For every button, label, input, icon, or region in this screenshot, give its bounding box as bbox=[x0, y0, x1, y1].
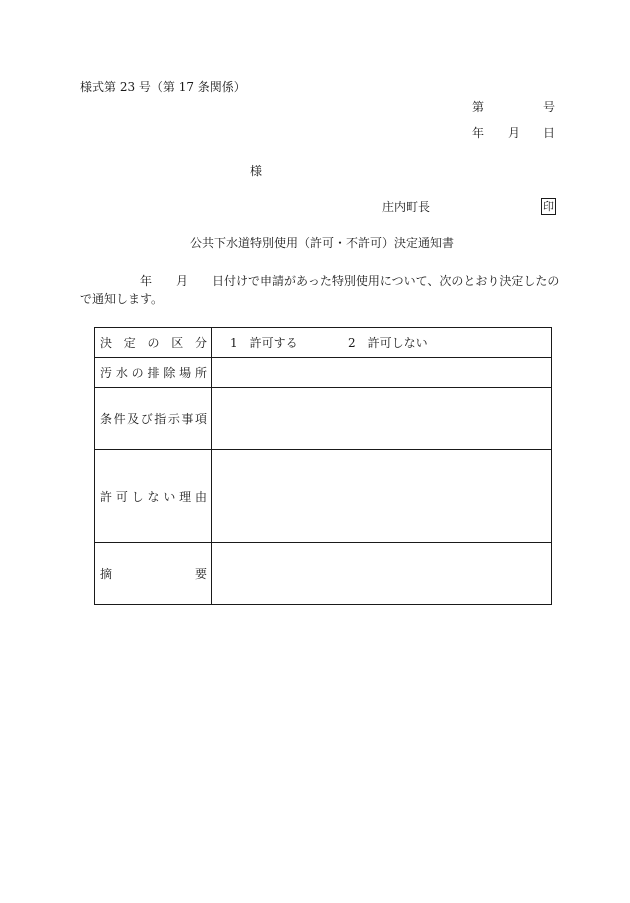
seal-mark: 印 bbox=[543, 200, 554, 213]
document-title: 公共下水道特別使用（許可・不許可）決定通知書 bbox=[190, 236, 455, 250]
body-month-label: 月 bbox=[176, 274, 189, 288]
decision-table bbox=[94, 327, 552, 605]
label-remarks: 摘 要 bbox=[95, 543, 212, 605]
discharge-location-field[interactable] bbox=[212, 358, 552, 388]
table-row-decision bbox=[95, 328, 552, 358]
body-text-line2: で通知します。 bbox=[80, 292, 164, 306]
date-year-label: 年 bbox=[472, 126, 485, 140]
date-month-label: 月 bbox=[508, 126, 521, 140]
doc-number-prefix: 第 bbox=[472, 100, 485, 114]
option-not-permit: 2 許可しない bbox=[348, 336, 428, 350]
decision-options bbox=[212, 328, 552, 358]
table-row-refusal-reason bbox=[95, 450, 552, 543]
date-day-label: 日 bbox=[543, 126, 556, 140]
remarks-field[interactable] bbox=[212, 543, 552, 605]
table-row-conditions bbox=[95, 388, 552, 450]
option-permit: 1 許可する bbox=[230, 336, 298, 350]
refusal-reason-field[interactable] bbox=[212, 450, 552, 543]
body-text-line1 bbox=[80, 274, 560, 288]
body-text: 日付けで申請があった特別使用について、次のとおり決定したの bbox=[212, 274, 560, 288]
addressee-suffix: 様 bbox=[250, 164, 263, 178]
body-year-label: 年 bbox=[140, 274, 153, 288]
doc-number-suffix: 号 bbox=[543, 100, 556, 114]
table-row-discharge-location bbox=[95, 358, 552, 388]
label-conditions: 条 件 及 び 指 示 事 項 bbox=[95, 388, 212, 450]
label-decision-category: 決 定 の 区 分 bbox=[95, 328, 212, 358]
label-refusal-reason: 許 可 し な い 理 由 bbox=[95, 450, 212, 543]
table-row-remarks bbox=[95, 543, 552, 605]
sender-name: 庄内町長 bbox=[382, 200, 431, 214]
form-number: 様式第 23 号（第 17 条関係） bbox=[80, 80, 246, 94]
conditions-field[interactable] bbox=[212, 388, 552, 450]
label-discharge-location: 汚 水 の 排 除 場 所 bbox=[95, 358, 212, 388]
